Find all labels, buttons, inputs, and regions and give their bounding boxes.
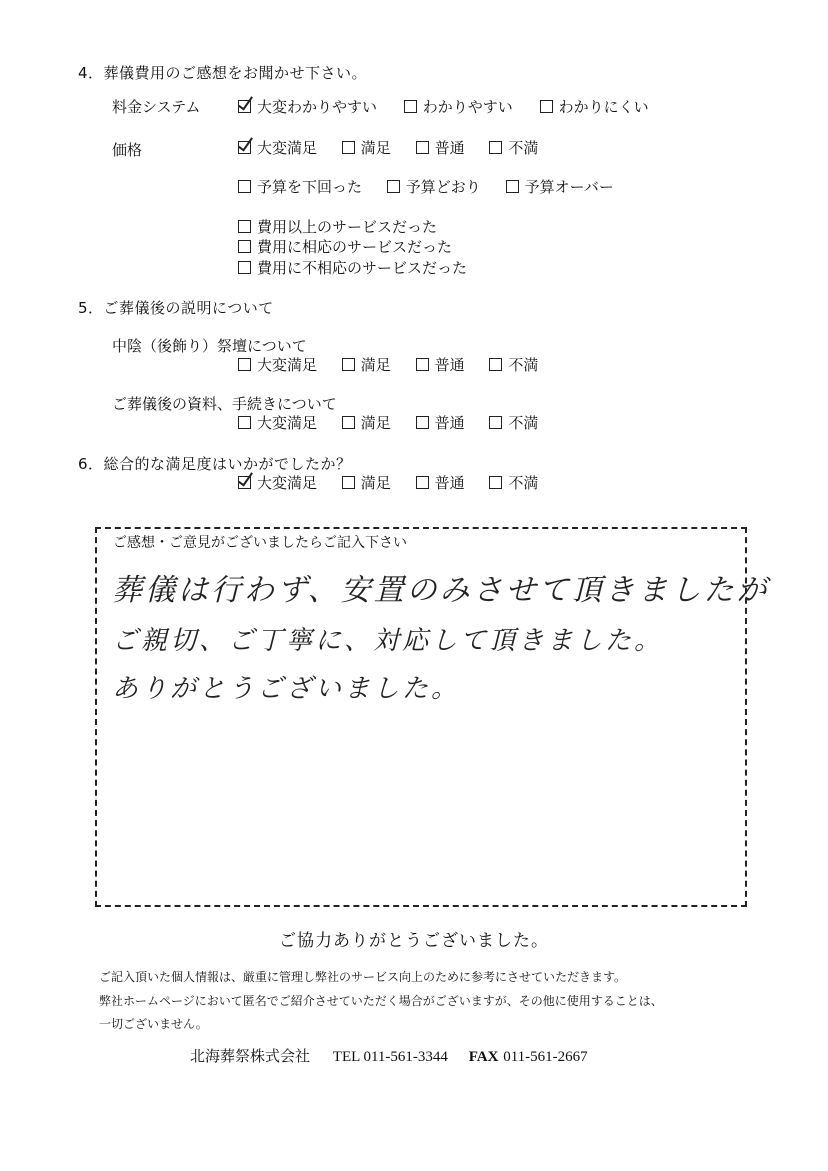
comment-title: ご感想・ご意見がございましたらご記入下さい [113,535,407,551]
option-label: 大変満足 [257,356,318,374]
checkbox-altar-very-satisfied[interactable] [238,358,251,371]
question-5-title: 5．ご葬儀後の説明について [78,299,274,317]
overall-options [238,472,538,493]
altar-label: 中陰（後飾り）祭壇について [112,337,307,355]
option-label: 大変満足 [257,414,318,432]
option-label: 大変わかりやすい [257,98,378,116]
checkbox-fee-very-clear[interactable] [238,100,251,113]
price-options [238,137,538,158]
checkbox-altar-normal[interactable] [416,358,429,371]
option-label: 満足 [360,139,391,157]
question-4-title: 4．葬儀費用のご感想をお聞かせ下さい。 [78,64,368,82]
checkbox-over-budget[interactable] [506,180,519,193]
question-6-title: 6．総合的な満足度はいかがでしたか？ [78,455,352,473]
documents-options [238,412,538,433]
thanks-message: ご協力ありがとうございました。 [279,931,549,951]
option-label: 予算どおり [405,178,481,196]
checkbox-fee-unclear[interactable] [540,100,553,113]
option-label: 費用に不相応のサービスだった [257,259,468,277]
budget-options [238,176,614,197]
comment-line: 葬儀は行わず、安置のみさせて頂きましたが [112,573,770,608]
company-name: 北海葬祭株式会社 [190,1047,311,1065]
option-label: わかりにくい [558,98,649,116]
checkbox-overall-very-satisfied[interactable] [238,476,251,489]
price-label: 価格 [112,141,143,159]
altar-options [238,354,538,375]
option-label: 予算を下回った [257,178,363,196]
option-label: わかりやすい [422,98,513,116]
option-label: 満足 [360,356,391,374]
comment-line: ご親切、ご丁寧に、対応して頂きました。 [112,626,664,656]
footer-contact [190,1045,588,1066]
option-label: 満足 [360,474,391,492]
option-label: 不満 [508,356,539,374]
checkbox-docs-satisfied[interactable] [342,416,355,429]
option-label: 費用に相応のサービスだった [257,238,453,256]
checkbox-price-normal[interactable] [416,141,429,154]
checkbox-value-above[interactable] [238,220,251,233]
privacy-note: ご記入頂いた個人情報は、厳重に管理し弊社のサービス向上のために参考にさせていただきます。 [99,970,627,984]
option-label: 普通 [434,414,465,432]
option-label: 不満 [508,474,539,492]
value-option-3 [238,257,467,278]
checkbox-docs-normal[interactable] [416,416,429,429]
checkbox-under-budget[interactable] [238,180,251,193]
option-label: 大変満足 [257,139,318,157]
checkbox-docs-very-satisfied[interactable] [238,416,251,429]
privacy-note: 弊社ホームページにおいて匿名でご紹介させていただく場合がございますが、その他に使用することは、 [99,994,663,1008]
checkbox-fee-clear[interactable] [404,100,417,113]
fee-system-label: 料金システム [112,98,201,116]
option-label: 不満 [508,414,539,432]
option-label: 不満 [508,139,539,157]
privacy-note: 一切ございません。 [99,1017,208,1031]
fax-number: 011-561-2667 [503,1049,588,1065]
checkbox-price-dissatisfied[interactable] [489,141,502,154]
checkbox-on-budget[interactable] [387,180,400,193]
fee-system-options [238,96,649,117]
checkbox-overall-satisfied[interactable] [342,476,355,489]
option-label: 満足 [360,414,391,432]
option-label: 普通 [434,474,465,492]
comment-line: ありがとうございました。 [112,674,461,704]
option-label: 大変満足 [257,474,318,492]
value-option-1 [238,216,437,237]
option-label: 普通 [434,356,465,374]
telephone: TEL 011-561-3344 [332,1049,448,1065]
checkbox-overall-normal[interactable] [416,476,429,489]
checkbox-docs-dissatisfied[interactable] [489,416,502,429]
option-label: 費用以上のサービスだった [257,218,438,236]
value-option-2 [238,236,452,257]
option-label: 予算オーバー [524,178,614,196]
checkbox-price-satisfied[interactable] [342,141,355,154]
documents-label: ご葬儀後の資料、手続きについて [112,395,337,413]
checkbox-value-below[interactable] [238,261,251,274]
checkbox-altar-satisfied[interactable] [342,358,355,371]
checkbox-price-very-satisfied[interactable] [238,141,251,154]
checkbox-altar-dissatisfied[interactable] [489,358,502,371]
checkbox-value-matching[interactable] [238,240,251,253]
option-label: 普通 [434,139,465,157]
checkbox-overall-dissatisfied[interactable] [489,476,502,489]
fax-label: FAX [468,1049,499,1065]
